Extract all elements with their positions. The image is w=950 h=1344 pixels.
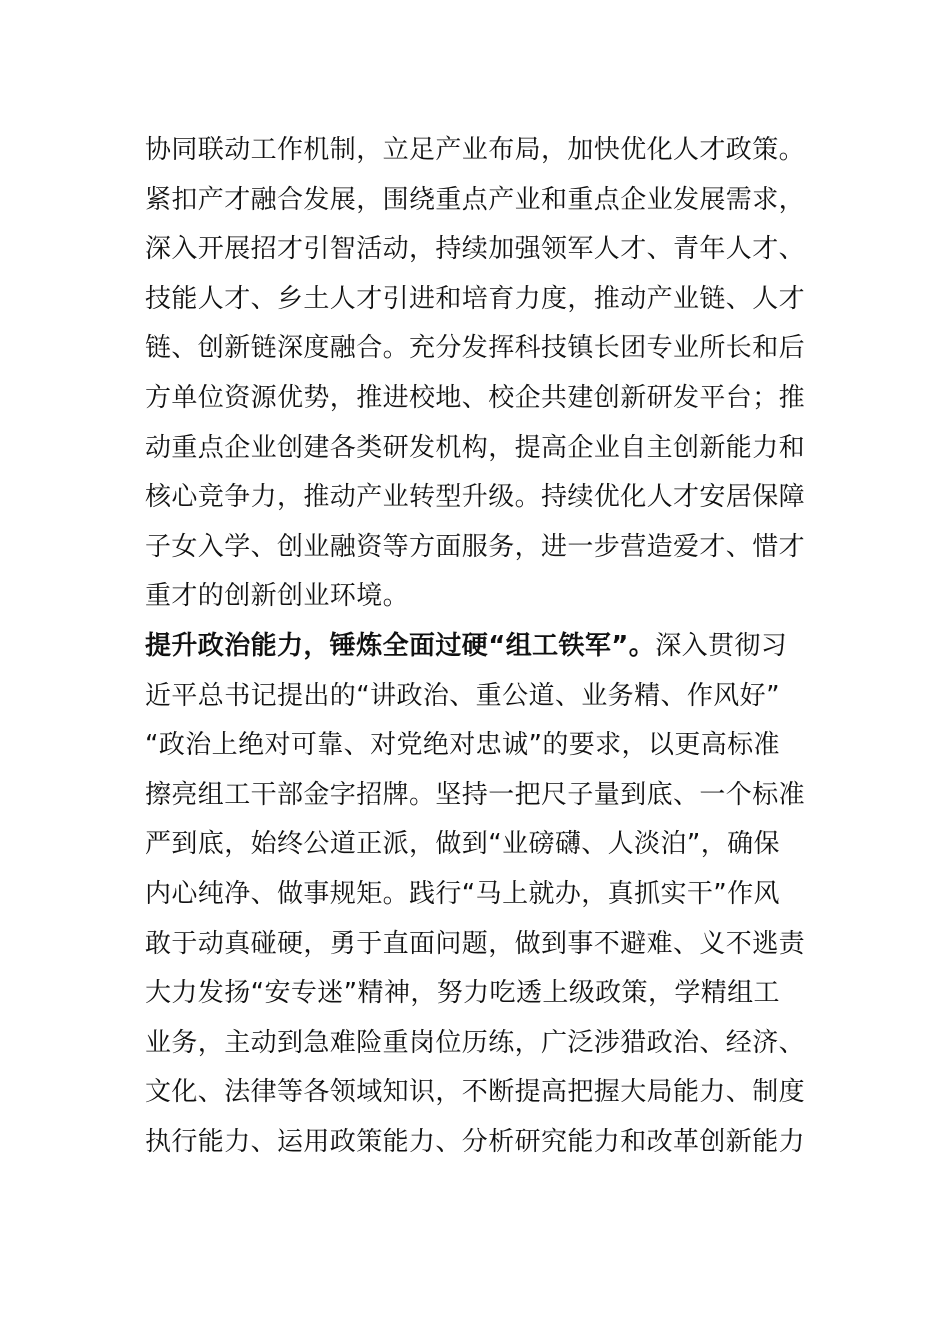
text-line: 大力发扬“安专迷”精神，努力吃透上级政策，学精组工	[145, 978, 780, 1009]
text-line: 敢于动真碰硬，勇于直面问题，做到事不避难、义不逃责	[145, 928, 806, 959]
text-line: 执行能力、运用政策能力、分析研究能力和改革创新能力	[145, 1126, 806, 1157]
text-line: 重才的创新创业环境。	[145, 581, 410, 612]
paragraph-talent-policy	[145, 126, 825, 622]
paragraph-political-ability	[145, 622, 825, 1168]
text-line: 技能人才、乡土人才引进和培育力度，推动产业链、人才	[145, 283, 806, 314]
text-line-with-heading	[145, 622, 825, 672]
heading-line-rest: 深入贯彻习	[655, 630, 788, 661]
text-line: 深入开展招才引智活动，持续加强领军人才、青年人才、	[145, 234, 806, 265]
text-line: 子女入学、创业融资等方面服务，进一步营造爱才、惜才	[145, 531, 806, 562]
section-heading: 提升政治能力，锤炼全面过硬“组工铁军”。	[145, 630, 656, 661]
text-line: 内心纯净、做事规矩。践行“马上就办，真抓实干”作风	[145, 878, 780, 909]
text-line: 近平总书记提出的“讲政治、重公道、业务精、作风好”	[145, 680, 780, 711]
text-line: 协同联动工作机制，立足产业布局，加快优化人才政策。	[145, 135, 806, 165]
text-line: “政治上绝对可靠、对党绝对忠诚”的要求，以更高标准	[145, 730, 780, 761]
text-line: 核心竞争力，推动产业转型升级。持续优化人才安居保障	[145, 482, 806, 513]
text-line: 文化、法律等各领域知识，不断提高把握大局能力、制度	[145, 1077, 806, 1108]
text-line: 紧扣产才融合发展，围绕重点产业和重点企业发展需求，	[145, 184, 806, 215]
body-text	[145, 126, 825, 1167]
text-line: 严到底，始终公道正派，做到“业磅礴、人淡泊”，确保	[145, 829, 780, 860]
text-line: 方单位资源优势，推进校地、校企共建创新研发平台；推	[145, 382, 806, 413]
text-line: 链、创新链深度融合。充分发挥科技镇长团专业所长和后	[145, 333, 806, 364]
text-line: 业务，主动到急难险重岗位历练，广泛涉猎政治、经济、	[145, 1027, 806, 1058]
text-line: 动重点企业创建各类研发机构，提高企业自主创新能力和	[145, 432, 806, 463]
text-line: 擦亮组工干部金字招牌。坚持一把尺子量到底、一个标准	[145, 779, 806, 810]
